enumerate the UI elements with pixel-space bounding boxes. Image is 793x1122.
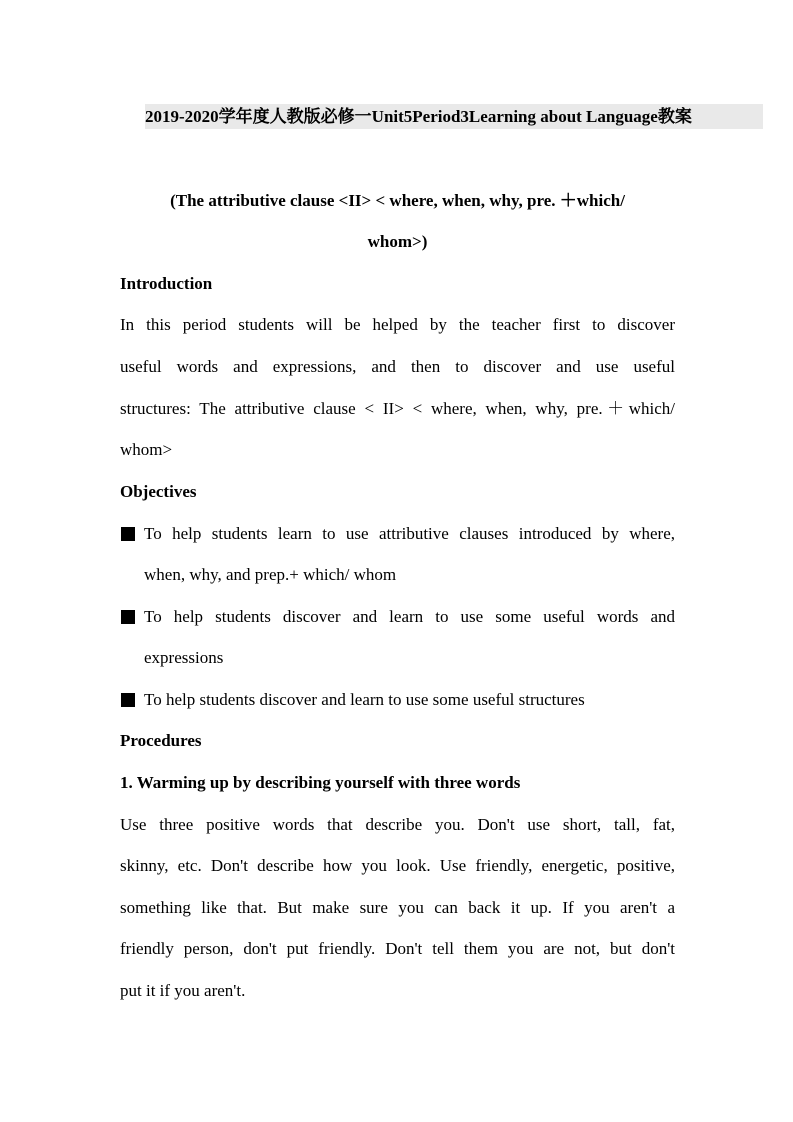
introduction-line: useful words and expressions, and then to discover and use useful [120, 357, 675, 376]
objective-item-line: To help students learn to use attributive clauses introduced by where, [144, 524, 675, 543]
introduction-heading: Introduction [120, 274, 213, 293]
introduction-line: structures: The attributive clause < II> < where, when, why, pre.＋which/ [120, 399, 675, 418]
objective-item-line: To help students discover and learn to use some useful structures [144, 690, 585, 709]
procedure-line: something like that. But make sure you can back it up. If you aren't a [120, 898, 675, 917]
objectives-heading: Objectives [120, 482, 197, 501]
document-title: 2019-2020学年度人教版必修一Unit5Period3Learning about Language教案 [145, 104, 763, 129]
procedures-heading: Procedures [120, 731, 202, 750]
subtitle-line-1: (The attributive clause <II> < where, when, why, pre. ＋which/ [170, 191, 625, 210]
square-bullet-icon [121, 693, 135, 707]
procedure-line: Use three positive words that describe you. Don't use short, tall, fat, [120, 815, 675, 834]
introduction-line: In this period students will be helped by the teacher first to discover [120, 315, 675, 334]
objective-item-line: To help students discover and learn to use some useful words and [144, 607, 675, 626]
square-bullet-icon [121, 610, 135, 624]
subtitle-line-2: whom>) [367, 232, 428, 251]
procedure-line: friendly person, don't put friendly. Don't tell them you are not, but don't [120, 939, 675, 958]
procedure-line: put it if you aren't. [120, 981, 246, 1000]
procedure-line: skinny, etc. Don't describe how you look. Use friendly, energetic, positive, [120, 856, 675, 875]
step-1-title: 1. Warming up by describing yourself with three words [120, 773, 521, 792]
objective-item-line: when, why, and prep.+ which/ whom [144, 565, 397, 584]
introduction-line: whom> [120, 440, 173, 459]
objective-item-line: expressions [144, 648, 224, 667]
square-bullet-icon [121, 527, 135, 541]
